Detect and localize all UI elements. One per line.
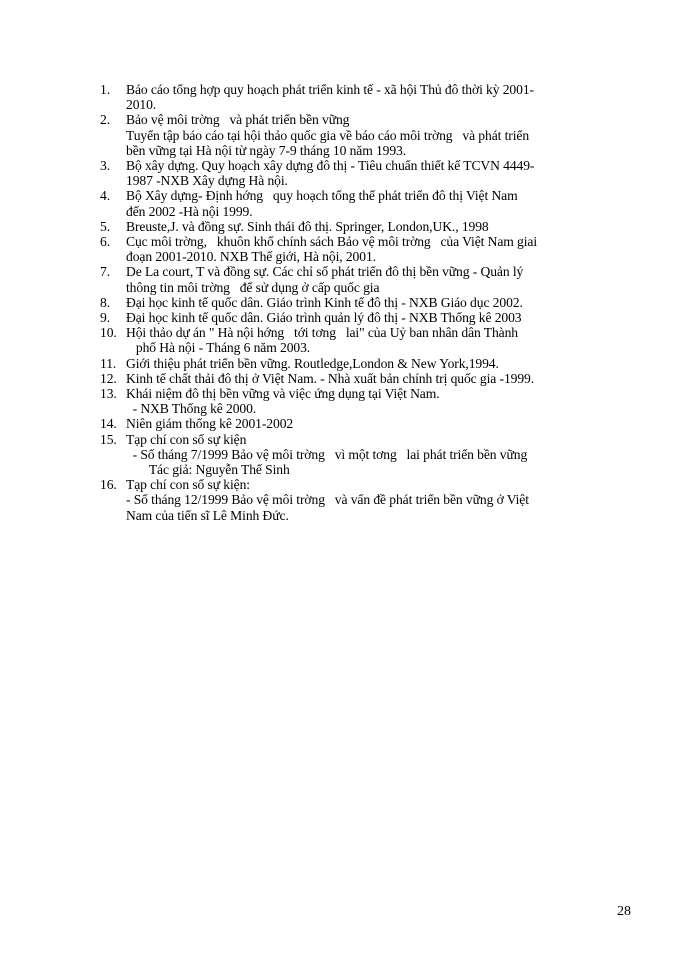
reference-item	[100, 219, 660, 234]
reference-text: Tuyển tập báo cáo tại hội thảo quốc gia về báo cáo môi trờng và phát triển	[126, 127, 530, 143]
reference-text: bền vững tại Hà nội từ ngày 7-9 tháng 10 năm 1993.	[126, 142, 407, 158]
reference-number: 10.	[100, 325, 117, 341]
reference-item	[100, 264, 660, 294]
reference-text: đoạn 2001-2010. NXB Thế giới, Hà nội, 2001.	[126, 249, 376, 265]
reference-text: Tạp chí con số sự kiện	[126, 431, 247, 447]
reference-item	[100, 188, 660, 218]
reference-text: - Số tháng 7/1999 Bảo vệ môi trờng vì một tơng lai phát triển bền vững	[126, 446, 528, 462]
reference-item	[100, 477, 660, 523]
reference-number: 9.	[100, 310, 110, 326]
reference-text: Bảo vệ môi trờng và phát triển bền vững	[126, 112, 350, 128]
reference-number: 6.	[100, 234, 110, 250]
reference-text: Nam của tiến sĩ Lê Minh Đức.	[126, 507, 289, 523]
reference-text: 1987 -NXB Xây dựng Hà nội.	[126, 173, 288, 189]
reference-text: Kinh tế chất thải đô thị ở Việt Nam. - Nhà xuất bản chính trị quốc gia -1999.	[126, 370, 535, 386]
reference-item	[100, 432, 660, 478]
reference-number: 15.	[100, 431, 117, 447]
reference-item	[100, 325, 660, 355]
reference-text: thông tin môi trờng để sử dụng ở cấp quốc gia	[126, 279, 380, 295]
reference-number: 14.	[100, 416, 117, 432]
reference-number: 16.	[100, 477, 117, 493]
reference-text: Đại học kinh tế quốc dân. Giáo trình quản lý đô thị - NXB Thống kê 2003	[126, 310, 522, 326]
reference-number: 2.	[100, 112, 110, 128]
reference-text: - Số tháng 12/1999 Bảo vệ môi trờng và vấn đề phát triển bền vững ở Việt	[126, 492, 529, 508]
reference-text: Giới thiệu phát triển bền vững. Routledge,London & New York,1994.	[126, 355, 499, 371]
reference-item	[100, 416, 660, 431]
reference-list	[100, 82, 660, 523]
reference-number: 4.	[100, 188, 110, 204]
reference-item	[100, 112, 660, 158]
reference-item	[100, 234, 660, 264]
reference-text: - NXB Thống kê 2000.	[126, 401, 257, 417]
reference-text: Báo cáo tổng hợp quy hoạch phát triển kinh tế - xã hội Thủ đô thời kỳ 2001-	[126, 82, 534, 97]
reference-text: phố Hà nội - Tháng 6 năm 2003.	[126, 340, 311, 356]
reference-text: đến 2002 -Hà nội 1999.	[126, 203, 253, 219]
reference-number: 11.	[100, 355, 117, 371]
reference-item	[100, 82, 660, 112]
reference-text: De La court, T và đồng sự. Các chỉ số phát triển đô thị bền vững - Quản lý	[126, 264, 524, 280]
reference-text: Bộ Xây dựng- Định hớng quy hoạch tổng thể phát triển đô thị Việt Nam	[126, 188, 518, 204]
reference-item	[100, 158, 660, 188]
reference-text: Tạp chí con số sự kiện:	[126, 477, 250, 493]
reference-number: 13.	[100, 386, 117, 402]
reference-item	[100, 356, 660, 371]
reference-text: Tác giả: Nguyễn Thế Sinh	[126, 462, 290, 478]
reference-text: Breuste,J. và đồng sự. Sinh thái đô thị. Springer, London,UK., 1998	[126, 218, 489, 234]
reference-text: Đại học kinh tế quốc dân. Giáo trình Kinh tế đô thị - NXB Giáo dục 2002.	[126, 294, 523, 310]
reference-text: Niên giám thống kê 2001-2002	[126, 416, 294, 432]
reference-number: 8.	[100, 294, 110, 310]
reference-text: Cục môi trờng, khuôn khổ chính sách Bảo vệ môi trờng của Việt Nam giai	[126, 234, 538, 250]
reference-item	[100, 310, 660, 325]
reference-text: 2010.	[126, 97, 157, 113]
reference-item	[100, 371, 660, 386]
reference-text: Bộ xây dựng. Quy hoạch xây dựng đô thị - Tiêu chuẩn thiết kế TCVN 4449-	[126, 158, 535, 174]
reference-text: Khái niệm đô thị bền vững và việc ứng dụng tại Việt Nam.	[126, 386, 440, 402]
reference-number: 5.	[100, 218, 110, 234]
reference-text: Hội thảo dự án " Hà nội hớng tới tơng lai" của Uỷ ban nhân dân Thành	[126, 325, 518, 341]
reference-item	[100, 386, 660, 416]
reference-number: 7.	[100, 264, 110, 280]
page-number: 28	[617, 904, 631, 919]
reference-number: 12.	[100, 370, 117, 386]
reference-item	[100, 295, 660, 310]
reference-number: 3.	[100, 158, 110, 174]
reference-number: 1.	[100, 82, 110, 97]
